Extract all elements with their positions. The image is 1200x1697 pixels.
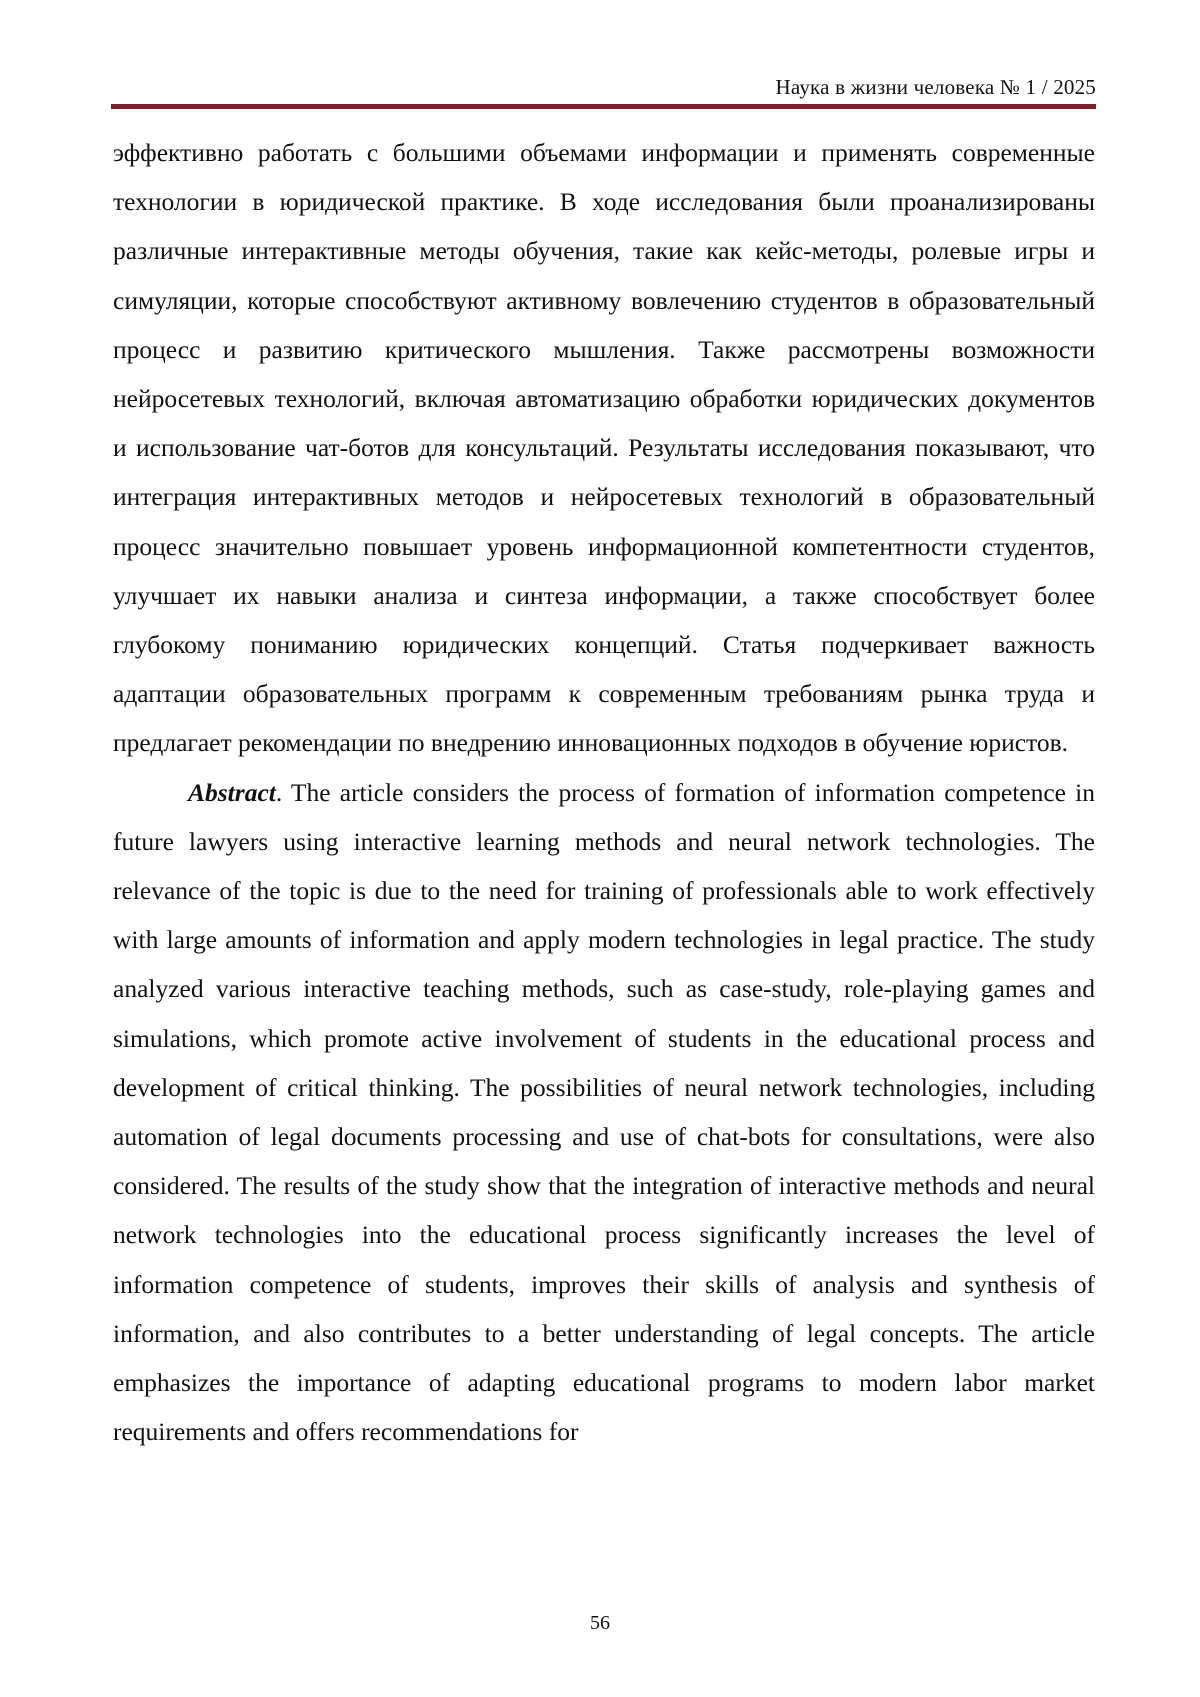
header-divider bbox=[111, 104, 1096, 109]
running-header: Наука в жизни человека № 1 / 2025 bbox=[775, 75, 1096, 99]
english-abstract-paragraph bbox=[113, 768, 1095, 1457]
abstract-text: . The article considers the process of formation of information competence in future lawyers using interactive learning methods and neural network technologies. The relevance of the topic is due to the need for training of professionals able to work effectively with large amounts of information and apply modern technologies in legal practice. The study analyzed various interactive teaching methods, such as case-study, role-playing games and simulations, which promote active involvement of students in the educational process and development of critical thinking. The possibilities of neural network technologies, including automation of legal documents processing and use of chat-bots for consultations, were also considered. The results of the study show that the integration of interactive methods and neural network technologies into the educational process significantly increases the level of information competence of students, improves their skills of analysis and synthesis of information, and also contributes to a better understanding of legal concepts. The article emphasizes the importance of adapting educational programs to modern labor market requirements and offers recommendations for bbox=[113, 777, 1095, 1447]
russian-abstract-paragraph: эффективно работать с большими объемами информации и применять современные технологии в юридической практике. В ходе исследования были проанализированы различные интерактивные методы обучения, такие как кейс-методы, ролевые игры и симуляции, которые способствуют активному вовлечению студентов в образовательный процесс и развитию критического мышления. Также рассмотрены возможности нейросетевых технологий, включая автоматизацию обработки юридических документов и использование чат-ботов для консультаций. Результаты исследования показывают, что интеграция интерактивных методов и нейросетевых технологий в образовательный процесс значительно повышает уровень информационной компетентности студентов, улучшает их навыки анализа и синтеза информации, а также способствует более глубокому пониманию юридических концепций. Статья подчеркивает важность адаптации образовательных программ к современным требованиям рынка труда и предлагает рекомендации по внедрению инновационных подходов в обучение юристов. bbox=[113, 138, 1095, 758]
abstract-label: Abstract bbox=[188, 777, 276, 807]
article-body bbox=[113, 128, 1095, 1456]
page-number: 56 bbox=[590, 1612, 610, 1634]
